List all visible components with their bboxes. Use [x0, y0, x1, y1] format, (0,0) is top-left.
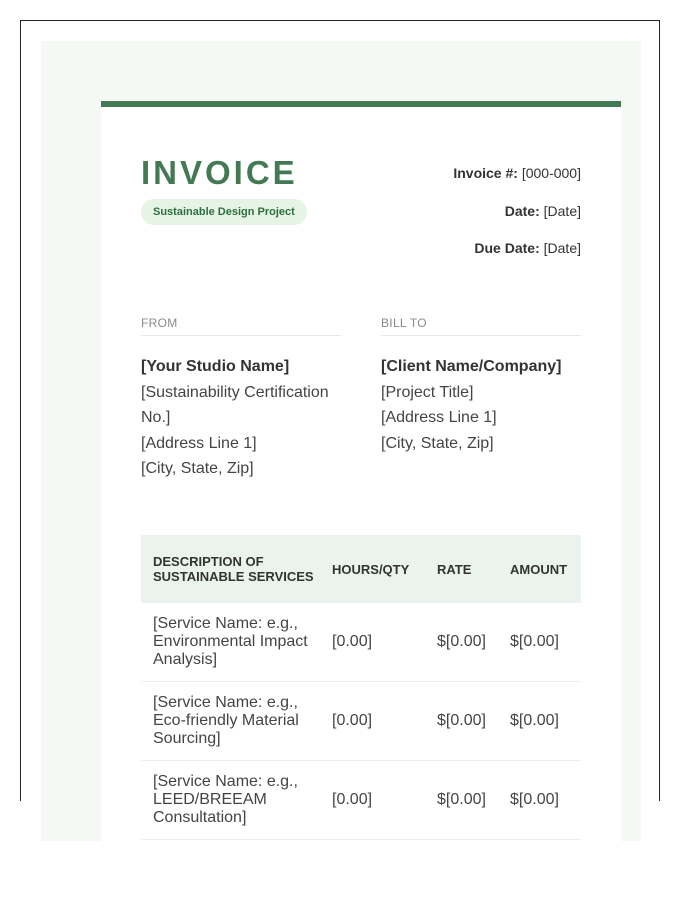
invoice-title: INVOICE [141, 154, 298, 191]
invoice-meta [453, 165, 581, 278]
column-header-description: DESCRIPTION OF SUSTAINABLE SERVICES [141, 535, 320, 603]
service-qty: [0.00] [320, 603, 425, 682]
bill-to-heading: BILL TO [381, 316, 581, 336]
service-rate: $[0.00] [425, 603, 498, 682]
table-header-row [141, 535, 581, 603]
due-date-row [453, 240, 581, 278]
service-qty: [0.00] [320, 682, 425, 761]
invoice-number-row [453, 165, 581, 203]
due-date-label: Due Date: [474, 240, 540, 256]
bill-to-name: [Client Name/Company] [381, 358, 562, 375]
service-description: [Service Name: e.g., LEED/BREEAM Consultation] [141, 761, 320, 840]
due-date-value: [Date] [543, 240, 581, 256]
bill-to-project: [Project Title] [381, 383, 474, 401]
from-heading: FROM [141, 316, 341, 336]
from-address-line: [Address Line 1] [141, 434, 257, 452]
service-description: [Service Name: e.g., Eco-friendly Material Sourcing] [141, 682, 320, 761]
service-rate: $[0.00] [425, 682, 498, 761]
column-header-qty: HOURS/QTY [320, 535, 425, 603]
invoice-date-value: [Date] [543, 202, 581, 219]
invoice-date-label: Date: [504, 202, 540, 219]
from-address [141, 354, 341, 482]
from-city: [City, State, Zip] [141, 460, 254, 477]
from-name: [Your Studio Name] [141, 358, 290, 375]
invoice-number-label: Invoice #: [453, 165, 518, 181]
column-header-amount: AMOUNT [498, 535, 581, 603]
service-description: [Service Name: e.g., Environmental Impact Analysis] [141, 603, 320, 682]
service-qty: [0.00] [320, 761, 425, 840]
bill-to-city: [City, State, Zip] [381, 434, 494, 452]
services-table [141, 535, 581, 840]
bill-to-address [381, 354, 581, 456]
table-row [141, 761, 581, 840]
service-amount: $[0.00] [498, 603, 581, 682]
service-amount: $[0.00] [498, 682, 581, 761]
table-row [141, 682, 581, 761]
project-badge: Sustainable Design Project [141, 199, 307, 225]
service-rate: $[0.00] [425, 761, 498, 840]
invoice-sheet [101, 101, 621, 907]
page-background [41, 41, 641, 841]
from-certification: [Sustainability Certification No.] [141, 383, 329, 426]
document-frame [20, 20, 660, 826]
service-amount: $[0.00] [498, 761, 581, 840]
bill-to-address-line: [Address Line 1] [381, 409, 497, 426]
table-row [141, 603, 581, 682]
column-header-rate: RATE [425, 535, 498, 603]
invoice-date-row [453, 203, 581, 241]
invoice-number-value: [000-000] [521, 165, 581, 181]
